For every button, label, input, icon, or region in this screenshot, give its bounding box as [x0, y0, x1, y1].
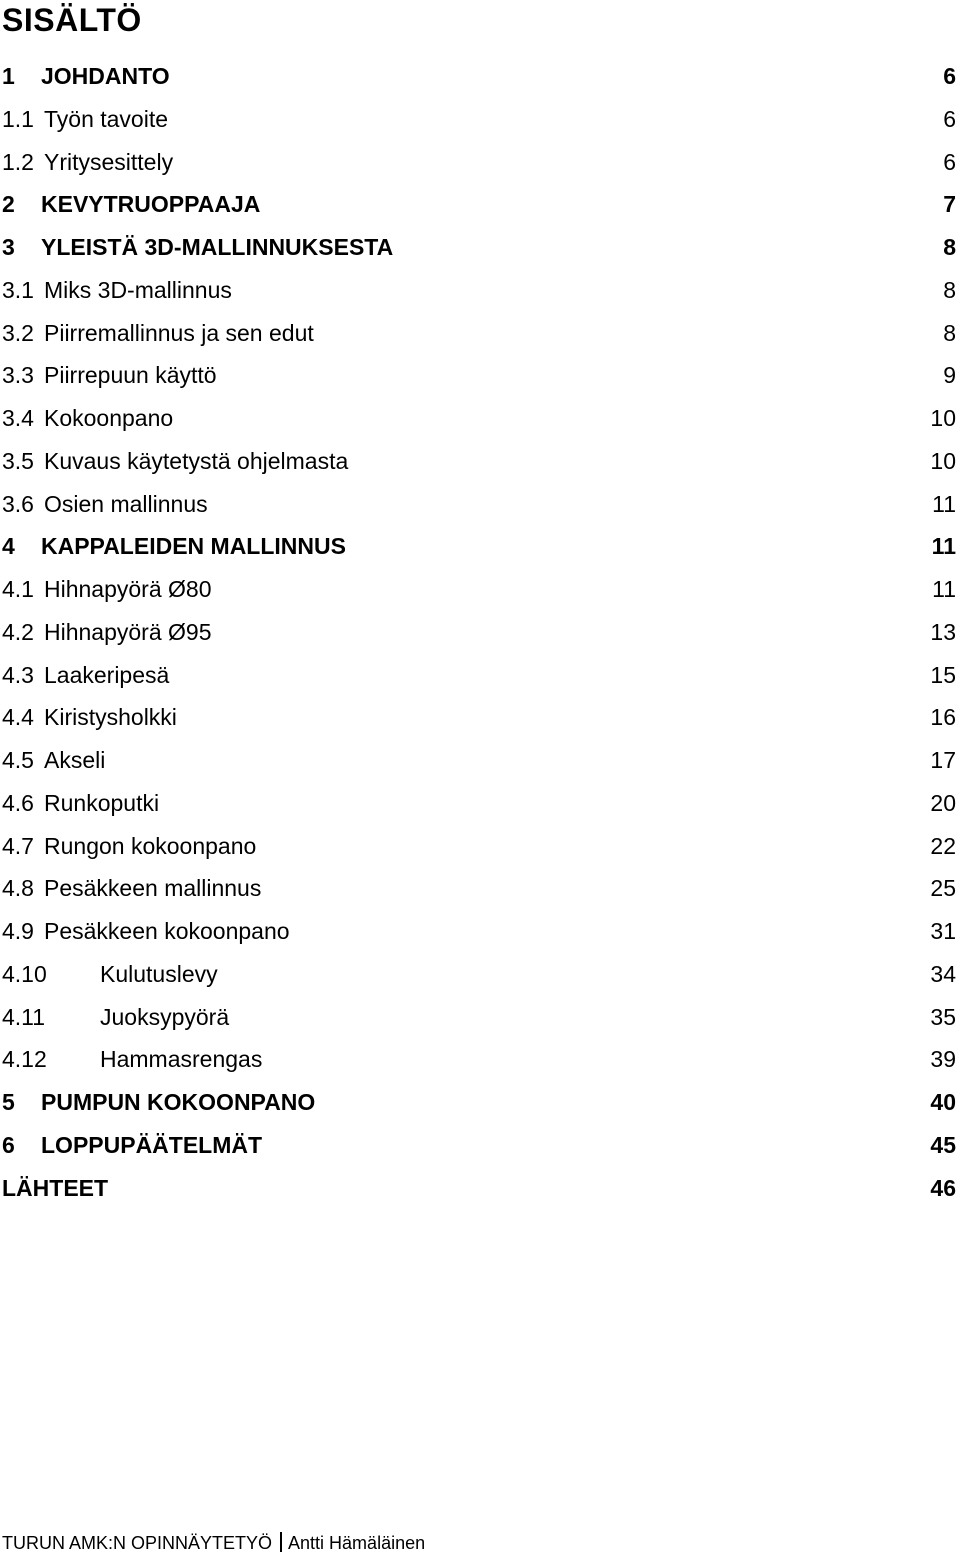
toc-number: 3.4: [2, 405, 34, 431]
toc-entry[interactable]: [0, 141, 960, 184]
toc-number: 4.9: [2, 918, 34, 944]
toc-entry[interactable]: [0, 867, 960, 910]
toc-entry[interactable]: [0, 568, 960, 611]
toc-page: 17: [930, 747, 956, 773]
toc-label: Yritysesittely: [44, 148, 174, 175]
toc-label: Kuvaus käytetystä ohjelmasta: [44, 447, 349, 474]
toc-label: Kiristysholkki: [44, 704, 177, 731]
toc-label: Laakeripesä: [44, 661, 170, 688]
toc-number: 6: [2, 1131, 15, 1158]
table-of-contents: [0, 55, 960, 1209]
toc-number: 4.1: [2, 576, 34, 602]
toc-label: Osien mallinnus: [44, 490, 208, 517]
toc-label: Kulutuslevy: [100, 960, 218, 987]
toc-number: 4.10: [2, 960, 47, 987]
toc-page: 40: [930, 1089, 956, 1115]
toc-number: 3.6: [2, 490, 34, 517]
toc-entry[interactable]: [0, 696, 960, 739]
toc-number: 5: [2, 1089, 15, 1115]
toc-number: 3.1: [2, 276, 34, 303]
toc-label: Pesäkkeen mallinnus: [44, 875, 262, 902]
toc-page: 34: [930, 960, 956, 987]
toc-number: 1.2: [2, 148, 34, 175]
toc-label: Hihnapyörä Ø80: [44, 576, 212, 602]
toc-page: 6: [943, 63, 956, 89]
toc-entry[interactable]: [0, 55, 960, 98]
toc-label: Miks 3D-mallinnus: [44, 276, 232, 303]
toc-label: Runkoputki: [44, 789, 160, 816]
toc-entry[interactable]: [0, 739, 960, 782]
toc-entry[interactable]: [0, 312, 960, 355]
toc-entry[interactable]: [0, 825, 960, 868]
toc-entry[interactable]: [0, 269, 960, 312]
toc-label: Akseli: [44, 747, 106, 773]
toc-entry[interactable]: [0, 98, 960, 141]
toc-label: Piirrepuun käyttö: [44, 362, 217, 389]
toc-number: 3.5: [2, 447, 34, 474]
toc-entry[interactable]: [0, 1124, 960, 1167]
toc-label: KAPPALEIDEN MALLINNUS: [41, 533, 346, 560]
toc-page: 6: [943, 105, 956, 132]
toc-number: 4.8: [2, 875, 34, 902]
toc-entry[interactable]: [0, 1038, 960, 1081]
toc-entry[interactable]: [0, 525, 960, 568]
toc-page: 46: [930, 1174, 956, 1201]
toc-entry[interactable]: [0, 611, 960, 654]
toc-page: 8: [943, 276, 956, 303]
toc-entry[interactable]: [0, 654, 960, 697]
toc-number: 4.12: [2, 1046, 47, 1073]
toc-label: Hammasrengas: [100, 1046, 263, 1073]
toc-label: YLEISTÄ 3D-MALLINNUKSESTA: [41, 234, 394, 260]
toc-page: 16: [930, 704, 956, 731]
toc-entry[interactable]: [0, 440, 960, 483]
toc-page: 10: [930, 405, 956, 431]
toc-page: 39: [930, 1046, 956, 1073]
toc-label: Piirremallinnus ja sen edut: [44, 319, 314, 346]
toc-page: 31: [930, 918, 956, 944]
toc-label: KEVYTRUOPPAAJA: [41, 191, 261, 218]
toc-number: 2: [2, 191, 15, 218]
toc-number: 4: [2, 533, 15, 560]
toc-page: 22: [930, 832, 956, 859]
toc-number: 4.5: [2, 747, 34, 773]
toc-entry[interactable]: [0, 1167, 960, 1210]
toc-number: 3.3: [2, 362, 34, 389]
toc-number: 4.2: [2, 618, 34, 645]
toc-label: Hihnapyörä Ø95: [44, 618, 212, 645]
toc-entry[interactable]: [0, 483, 960, 526]
toc-number: 1.1: [2, 105, 34, 132]
footer-author: Antti Hämäläinen: [288, 1533, 426, 1553]
footer-institution: TURUN AMK:N OPINNÄYTETYÖ: [2, 1533, 273, 1553]
toc-label: Rungon kokoonpano: [44, 832, 257, 859]
toc-number: 1: [2, 63, 15, 89]
toc-label: Pesäkkeen kokoonpano: [44, 918, 290, 944]
page-title: SISÄLTÖ: [2, 2, 142, 38]
toc-page: 6: [943, 148, 956, 175]
footer-separator: [280, 1532, 282, 1552]
toc-label: PUMPUN KOKOONPANO: [41, 1089, 316, 1115]
toc-page: 11: [931, 533, 956, 560]
toc-page: 13: [930, 618, 956, 645]
toc-label: Juoksypyörä: [100, 1003, 230, 1030]
toc-number: 3: [2, 234, 15, 260]
toc-entry[interactable]: [0, 953, 960, 996]
toc-number: 3.2: [2, 319, 34, 346]
toc-number: 4.11: [2, 1003, 46, 1030]
toc-page: 11: [932, 576, 956, 602]
toc-entry[interactable]: [0, 910, 960, 953]
toc-page: 20: [930, 789, 956, 816]
toc-entry[interactable]: [0, 397, 960, 440]
toc-entry[interactable]: [0, 996, 960, 1039]
toc-number: 4.3: [2, 661, 34, 688]
page-footer: [2, 1531, 425, 1555]
toc-number: 4.7: [2, 832, 34, 859]
toc-entry[interactable]: [0, 1081, 960, 1124]
toc-label: Työn tavoite: [44, 105, 169, 132]
toc-label: Kokoonpano: [44, 405, 174, 431]
toc-page: 8: [943, 319, 956, 346]
toc-label: LÄHTEET: [2, 1174, 109, 1201]
toc-entry[interactable]: [0, 226, 960, 269]
toc-entry[interactable]: [0, 782, 960, 825]
toc-number: 4.6: [2, 789, 34, 816]
toc-page: 45: [930, 1131, 956, 1158]
toc-label: JOHDANTO: [41, 63, 170, 89]
toc-entry[interactable]: [0, 183, 960, 226]
toc-page: 15: [930, 661, 956, 688]
toc-page: 8: [943, 234, 956, 260]
toc-page: 11: [932, 490, 956, 517]
toc-label: LOPPUPÄÄTELMÄT: [41, 1131, 263, 1158]
toc-number: 4.4: [2, 704, 34, 731]
toc-page: 7: [943, 191, 956, 218]
toc-page: 10: [930, 447, 956, 474]
toc-page: 25: [930, 875, 956, 902]
toc-page: 9: [943, 362, 956, 389]
toc-page: 35: [930, 1003, 956, 1030]
toc-entry[interactable]: [0, 354, 960, 397]
